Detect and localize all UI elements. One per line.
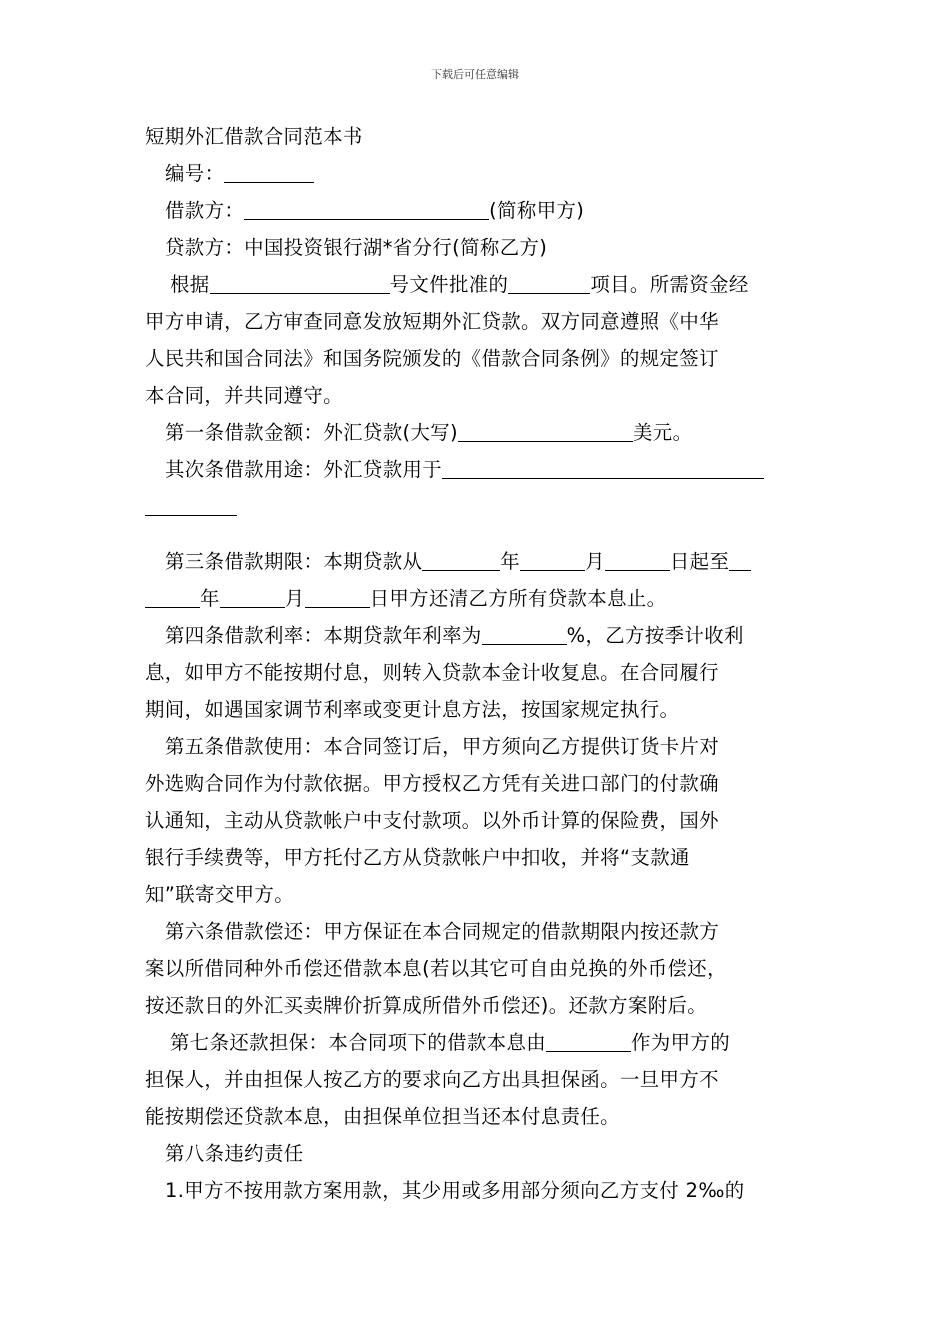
month-label: 月 bbox=[585, 550, 605, 573]
article-6-line-2: 案以所借同种外币偿还借款本息(若以其它可自由兑换的外币偿还， bbox=[145, 957, 727, 980]
intro-text: 项目。所需资金经 bbox=[590, 273, 749, 296]
number-blank[interactable] bbox=[224, 160, 314, 183]
article-8-item-1: 1.甲方不按用款方案用款，其少用或多用部分须向乙方支付 2‰的 bbox=[165, 1179, 745, 1202]
article-text: %，乙方按季计收利 bbox=[566, 624, 744, 647]
month-label: 月 bbox=[284, 587, 305, 610]
article-5: 第五条借款使用：本合同签订后，甲方须向乙方提供订货卡片对 bbox=[165, 735, 720, 758]
end-year-blank-cont[interactable] bbox=[145, 585, 200, 608]
borrower-line bbox=[145, 192, 810, 229]
intro-line-2: 甲方申请，乙方审查同意发放短期外汇贷款。双方同意遵照《中华 bbox=[145, 310, 719, 333]
amount-blank[interactable] bbox=[458, 419, 633, 442]
article-7-line-3: 能按期偿还贷款本息，由担保单位担当还本付息责任。 bbox=[145, 1105, 620, 1128]
article-5-line-5: 知”联寄交甲方。 bbox=[145, 883, 294, 906]
borrower-label: 借款方： bbox=[165, 199, 245, 222]
borrower-blank[interactable] bbox=[244, 197, 489, 220]
article-5-line-3: 认通知，主动从贷款帐户中支付款项。以外币计算的保险费，国外 bbox=[145, 809, 719, 832]
article-text: 第七条还款担保：本合同项下的借款本息由 bbox=[170, 1031, 547, 1054]
article-6: 第六条借款偿还：甲方保证在本合同规定的借款期限内按还款方 bbox=[165, 920, 720, 943]
article-text: 第一条借款金额：外汇贷款(大写) bbox=[165, 421, 458, 444]
article-3-cont bbox=[145, 580, 810, 617]
spacer bbox=[145, 525, 810, 543]
article-1 bbox=[145, 414, 810, 451]
article-4 bbox=[145, 617, 810, 654]
contract-body bbox=[145, 118, 810, 1209]
start-month-blank[interactable] bbox=[520, 548, 585, 571]
article-3 bbox=[145, 543, 810, 580]
number-label: 编号： bbox=[165, 162, 225, 185]
intro-text: 根据 bbox=[170, 273, 210, 296]
end-day-blank[interactable] bbox=[305, 585, 370, 608]
article-5-line-4: 银行手续费等，甲方托付乙方从贷款帐户中扣收，并将“支款通 bbox=[145, 846, 690, 869]
year-label: 年 bbox=[500, 550, 521, 573]
start-year-blank[interactable] bbox=[422, 548, 500, 571]
intro-text: 号文件批准的 bbox=[389, 273, 509, 296]
article-8-title: 第八条违约责任 bbox=[165, 1142, 304, 1165]
intro-line-3: 人民共和国合同法》和国务院颁发的《借款合同条例》的规定签订 bbox=[145, 347, 719, 370]
borrower-suffix: (简称甲方) bbox=[489, 199, 585, 222]
start-day-blank[interactable] bbox=[605, 548, 670, 571]
guarantor-blank[interactable] bbox=[546, 1029, 631, 1052]
purpose-blank-cont[interactable] bbox=[145, 493, 237, 516]
article-text: 作为甲方的 bbox=[631, 1031, 730, 1054]
lender-line: 贷款方：中国投资银行湖*省分行(简称乙方) bbox=[165, 236, 548, 259]
article-7-line-2: 担保人，并由担保人按乙方的要求向乙方出具担保函。一旦甲方不 bbox=[145, 1068, 719, 1091]
header-note: 下载后可任意编辑 bbox=[431, 68, 519, 81]
document-number-blank[interactable] bbox=[210, 271, 390, 294]
rate-blank[interactable] bbox=[482, 622, 567, 645]
article-7 bbox=[145, 1024, 810, 1061]
year-label: 年 bbox=[200, 587, 220, 610]
project-blank[interactable] bbox=[508, 271, 590, 294]
end-year-blank[interactable] bbox=[729, 548, 751, 571]
article-4-line-2: 息，如甲方不能按期付息，则转入贷款本金计收复息。在合同履行 bbox=[145, 661, 719, 684]
intro-line-1 bbox=[145, 266, 810, 303]
article-text: 第三条借款期限：本期贷款从 bbox=[165, 550, 423, 573]
number-line bbox=[145, 155, 810, 192]
purpose-blank[interactable] bbox=[442, 456, 764, 479]
article-text: 第四条借款利率：本期贷款年利率为 bbox=[165, 624, 482, 647]
end-month-blank[interactable] bbox=[220, 585, 285, 608]
article-text: 美元。 bbox=[633, 421, 693, 444]
article-4-line-3: 期间，如遇国家调节利率或变更计息方法，按国家规定执行。 bbox=[145, 698, 680, 721]
article-text: 其次条借款用途：外汇贷款用于 bbox=[165, 458, 443, 481]
article-2 bbox=[145, 451, 810, 488]
intro-line-4: 本合同，并共同遵守。 bbox=[145, 384, 343, 407]
article-2-cont bbox=[145, 488, 810, 525]
doc-title: 短期外汇借款合同范本书 bbox=[145, 125, 363, 148]
article-text: 日甲方还清乙方所有贷款本息止。 bbox=[369, 587, 667, 610]
article-text: 日起至 bbox=[669, 550, 730, 573]
article-5-line-2: 外选购合同作为付款依据。甲方授权乙方凭有关进口部门的付款确 bbox=[145, 772, 719, 795]
article-6-line-3: 按还款日的外汇买卖牌价折算成所借外币偿还)。还款方案附后。 bbox=[145, 994, 708, 1017]
